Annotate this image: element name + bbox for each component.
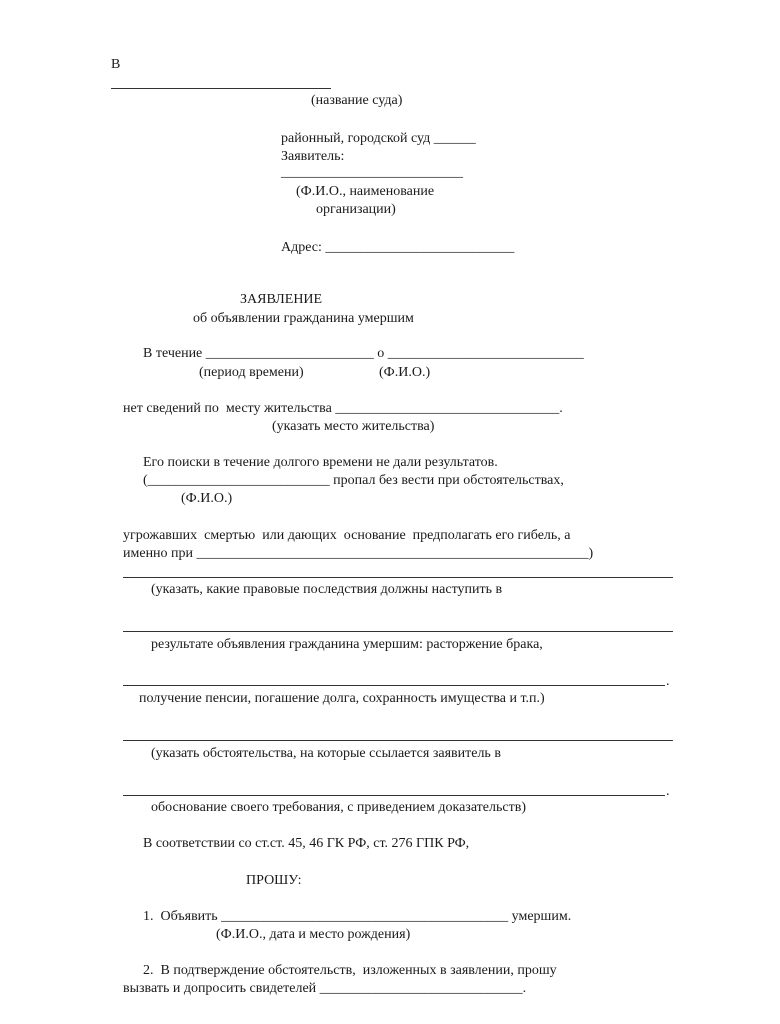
district-court-line: районный, городской суд ______ — [281, 131, 476, 146]
consequences-caption-2: результате объявления гражданина умершим: расторжение брака, — [151, 637, 543, 652]
court-name-line — [111, 88, 331, 89]
request-heading: ПРОШУ: — [246, 873, 302, 888]
search-results-text: Его поиски в течение долгого времени не дали результатов. — [143, 455, 498, 470]
item-2-line-1: 2. В подтверждение обстоятельств, изложенных в заявлении, прошу — [143, 963, 557, 978]
circumstances-line-1 — [123, 740, 673, 741]
address-line: Адрес: ___________________________ — [281, 240, 515, 255]
applicant-label: Заявитель: — [281, 149, 345, 164]
consequences-line-2 — [123, 631, 673, 632]
applicant-caption-1: (Ф.И.О., наименование — [296, 184, 435, 199]
document-title: ЗАЯВЛЕНИЕ — [240, 292, 323, 307]
court-name-caption: (название суда) — [311, 93, 403, 108]
consequences-line-1 — [123, 577, 673, 578]
consequences-line-3 — [123, 685, 665, 686]
to-label: В — [111, 57, 121, 72]
circumstances-end-dot: . — [666, 784, 670, 799]
residence-line: нет сведений по месту жительства ________________________________. — [123, 401, 563, 416]
consequences-caption-1: (указать, какие правовые последствия должны наступить в — [151, 582, 503, 597]
circumstances-line-2 — [123, 795, 665, 796]
fio-caption-2: (Ф.И.О.) — [181, 491, 233, 506]
period-line: В течение ________________________ о ____________________________ — [143, 346, 584, 361]
item-1-caption: (Ф.И.О., дата и место рождения) — [216, 927, 411, 942]
consequences-caption-3: получение пенсии, погашение долга, сохранность имущества и т.п.) — [139, 691, 545, 706]
legal-basis-text: В соответствии со ст.ст. 45, 46 ГК РФ, ст. 276 ГПК РФ, — [143, 836, 470, 851]
item-1-line: 1. Объявить _________________________________________ умершим. — [143, 909, 572, 924]
missing-circumstances-line: (__________________________ пропал без вести при обстоятельствах, — [143, 473, 564, 488]
circumstances-caption-2: обоснование своего требования, с приведением доказательств) — [151, 800, 526, 815]
residence-caption: (указать место жительства) — [272, 419, 435, 434]
namely-line: именно при ________________________________________________________) — [123, 546, 594, 561]
period-caption: (период времени) — [199, 365, 304, 380]
fio-caption-1: (Ф.И.О.) — [379, 365, 431, 380]
circumstances-caption-1: (указать обстоятельства, на которые ссылается заявитель в — [151, 746, 501, 761]
document-subtitle: об объявлении гражданина умершим — [193, 311, 414, 326]
consequences-end-dot: . — [666, 674, 670, 689]
applicant-caption-2: организации) — [316, 202, 396, 217]
applicant-name-line: __________________________ — [281, 165, 463, 180]
threat-text: угрожавших смертью или дающих основание предполагать его гибель, а — [123, 528, 571, 543]
item-2-line-2: вызвать и допросить свидетелей _____________________________. — [123, 981, 527, 996]
